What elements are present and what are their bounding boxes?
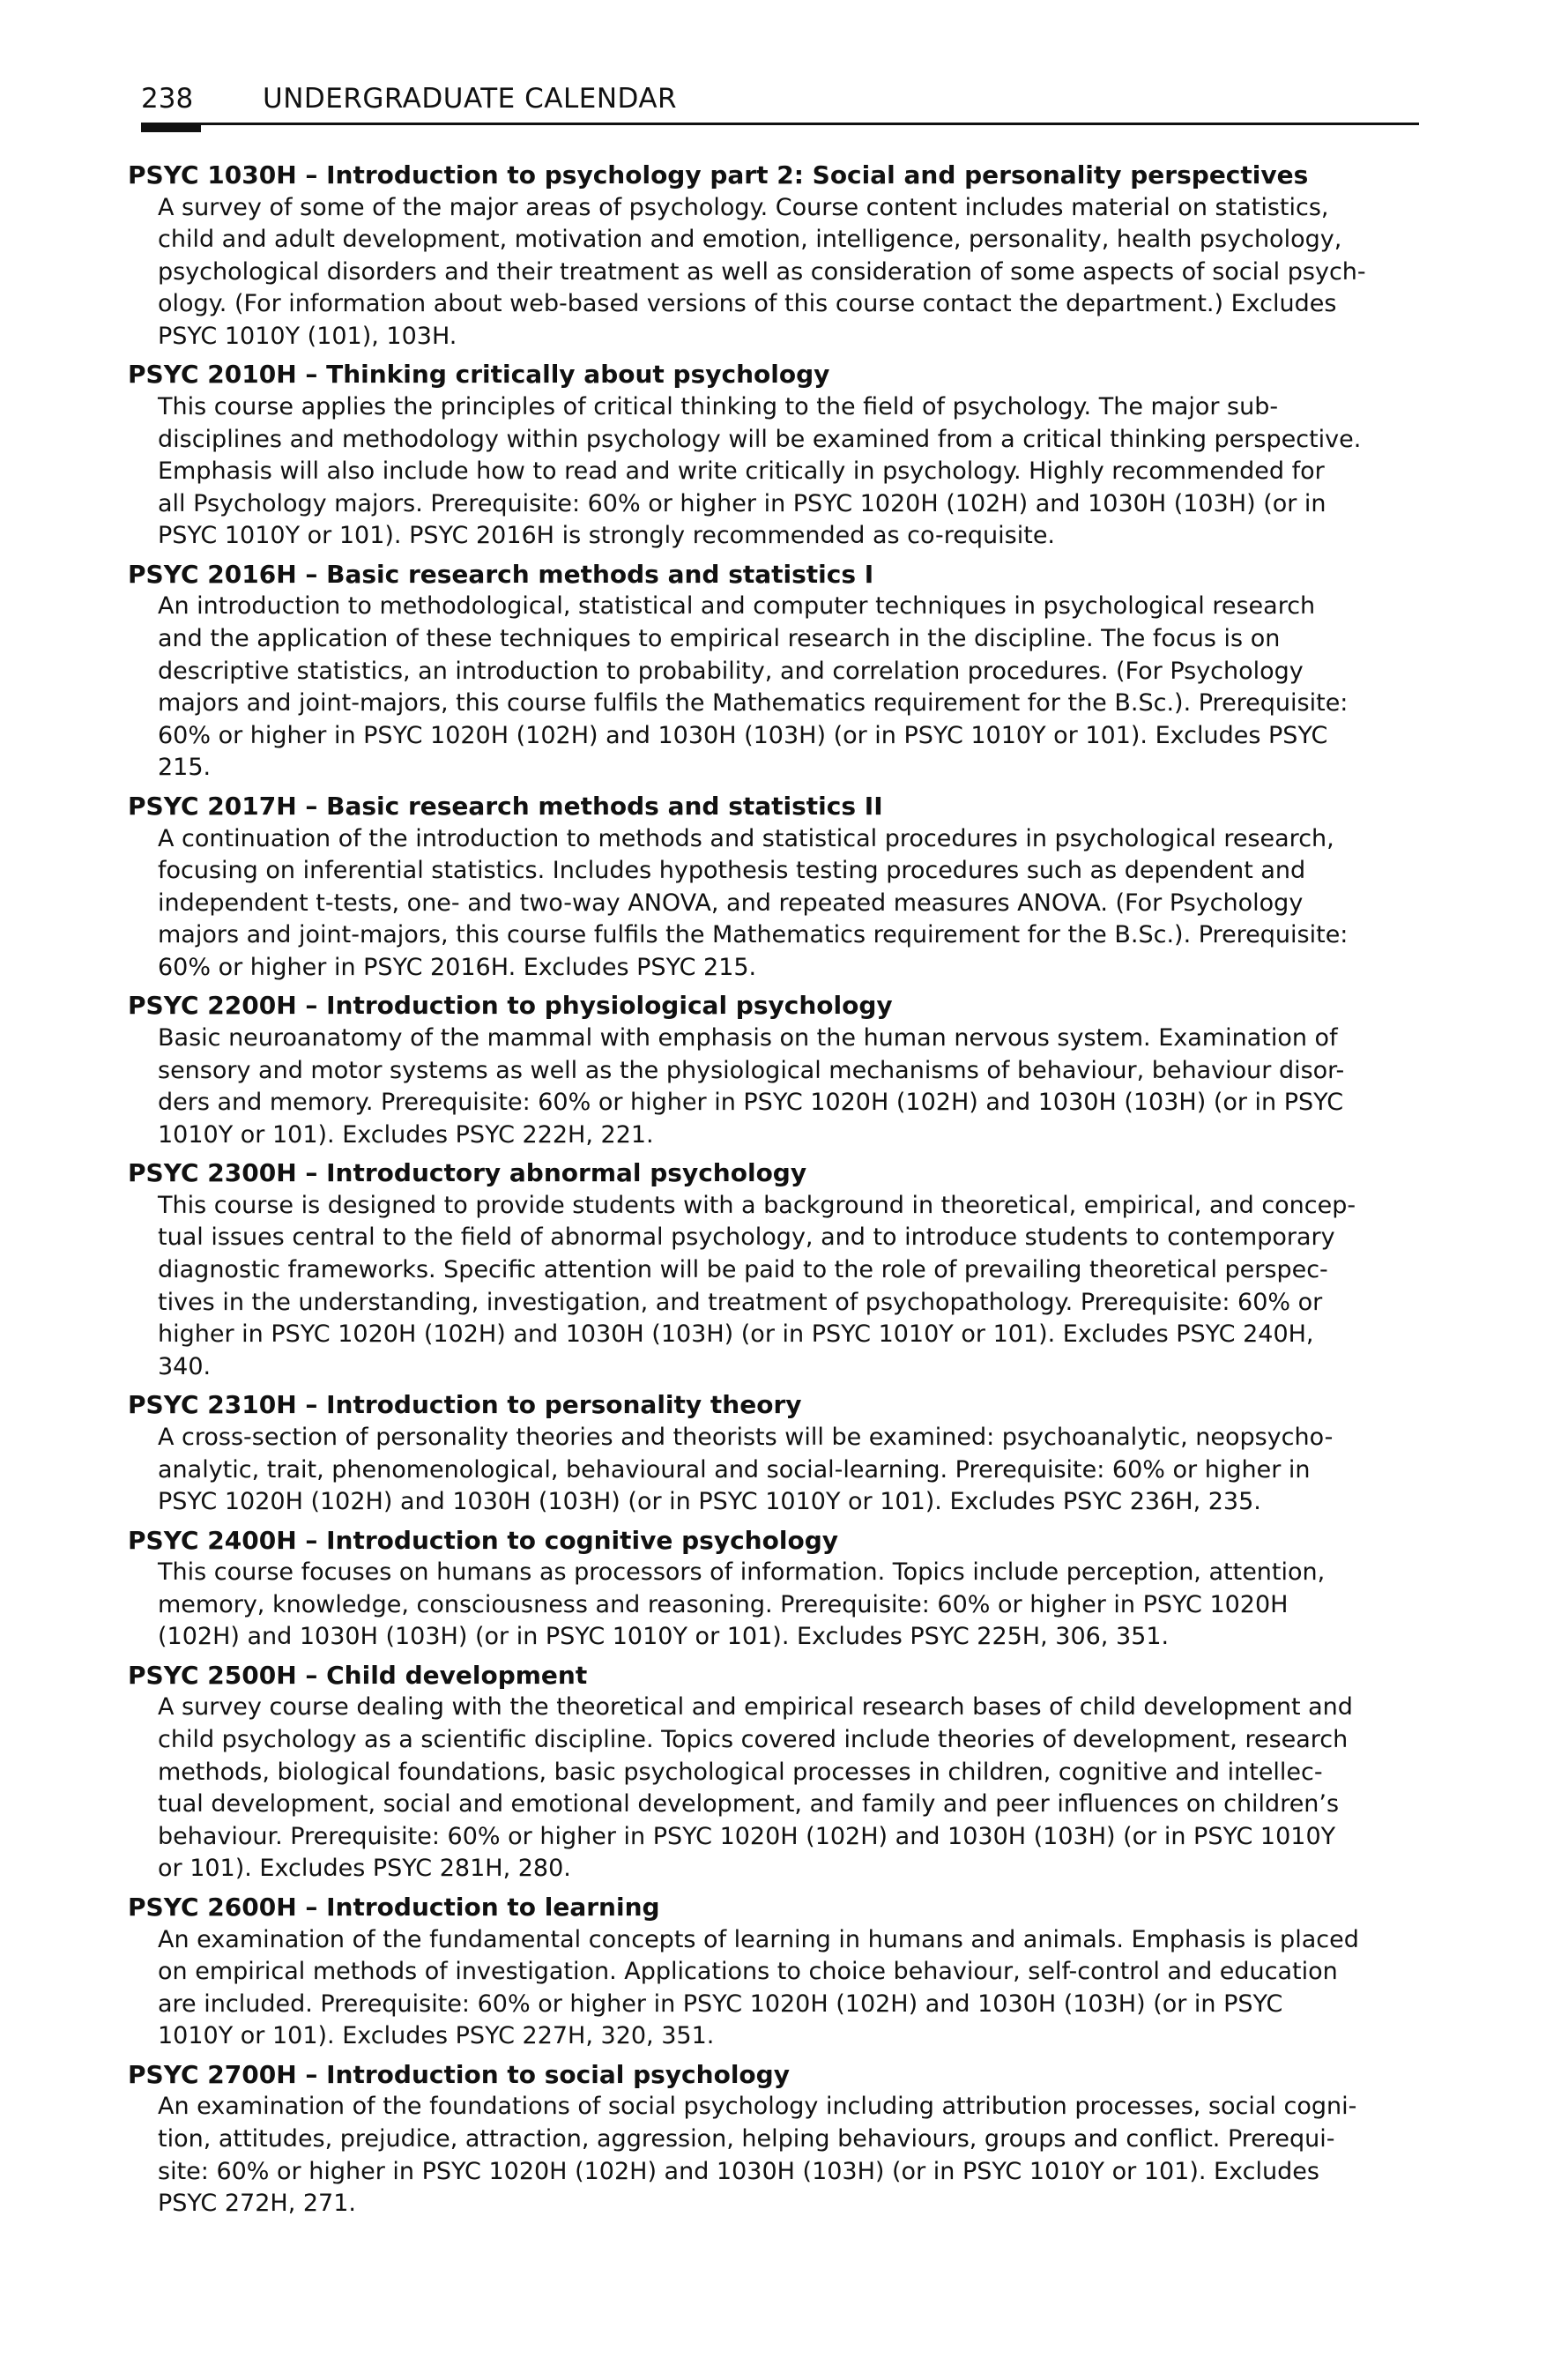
course-entry — [128, 1892, 1428, 2053]
description-line: disciplines and methodology within psychology will be examined from a critical thinking perspective. — [158, 425, 1362, 453]
course-entry — [128, 1157, 1428, 1383]
description-line: ology. (For information about web-based versions of this course contact the department.) Excludes — [158, 290, 1337, 318]
description-line: tion, attitudes, prejudice, attraction, aggression, helping behaviours, groups and conflict. Prerequi- — [158, 2125, 1335, 2153]
course-title: PSYC 2010H – Thinking critically about psychology — [128, 360, 830, 390]
description-line: (102H) and 1030H (103H) (or in PSYC 1010Y or 101). Excludes PSYC 225H, 306, 351. — [158, 1623, 1170, 1651]
course-title: PSYC 2400H – Introduction to cognitive psychology — [128, 1525, 838, 1555]
course-description — [158, 192, 1428, 353]
course-description — [158, 591, 1428, 785]
description-line: This course applies the principles of critical thinking to the field of psychology. The major sub- — [158, 392, 1279, 420]
description-line: site: 60% or higher in PSYC 1020H (102H) and 1030H (103H) (or in PSYC 1010Y or 101). Excludes — [158, 2157, 1319, 2185]
description-line: Basic neuroanatomy of the mammal with emphasis on the human nervous system. Examination of — [158, 1023, 1338, 1052]
description-line: ders and memory. Prerequisite: 60% or higher in PSYC 1020H (102H) and 1030H (103H) (or in PSYC — [158, 1089, 1344, 1117]
page-header — [141, 83, 1419, 136]
course-description — [158, 1422, 1428, 1519]
description-line: 1010Y or 101). Excludes PSYC 222H, 221. — [158, 1120, 654, 1149]
description-line: 60% or higher in PSYC 1020H (102H) and 1030H (103H) (or in PSYC 1010Y or 101). Excludes PSYC — [158, 721, 1328, 749]
header-rule — [141, 123, 1419, 125]
course-description — [158, 2091, 1428, 2220]
description-line: or 101). Excludes PSYC 281H, 280. — [158, 1855, 571, 1883]
course-description — [158, 1557, 1428, 1654]
description-line: tual issues central to the field of abnormal psychology, and to introduce students to contemporary — [158, 1223, 1335, 1252]
course-title: PSYC 2500H – Child development — [128, 1660, 588, 1690]
description-line: majors and joint-majors, this course fulfils the Mathematics requirement for the B.Sc.). Prerequisite: — [158, 921, 1349, 949]
description-line: psychological disorders and their treatment as well as consideration of some aspects of social psych- — [158, 257, 1366, 286]
course-description — [158, 1692, 1428, 1885]
course-description — [158, 1190, 1428, 1384]
course-entry — [128, 160, 1428, 353]
description-line: and the application of these techniques to empirical research in the discipline. The focus is on — [158, 625, 1281, 653]
description-line: An examination of the foundations of social psychology including attribution processes, social cogni- — [158, 2093, 1357, 2121]
course-entry — [128, 990, 1428, 1151]
description-line: PSYC 272H, 271. — [158, 2190, 356, 2218]
course-description — [158, 823, 1428, 985]
description-line: all Psychology majors. Prerequisite: 60% or higher in PSYC 1020H (102H) and 1030H (103H) (or in — [158, 489, 1326, 517]
description-line: A survey course dealing with the theoretical and empirical research bases of child development and — [158, 1693, 1353, 1722]
description-line: PSYC 1010Y or 101). PSYC 2016H is strongly recommended as co-requisite. — [158, 522, 1056, 550]
description-line: higher in PSYC 1020H (102H) and 1030H (103H) (or in PSYC 1010Y or 101). Excludes PSYC 240H, — [158, 1320, 1314, 1349]
description-line: This course focuses on humans as processors of information. Topics include perception, attention, — [158, 1558, 1326, 1587]
description-line: majors and joint-majors, this course fulfils the Mathematics requirement for the B.Sc.). Prerequisite: — [158, 689, 1349, 718]
description-line: This course is designed to provide students with a background in theoretical, empirical, and concep- — [158, 1191, 1356, 1219]
description-line: are included. Prerequisite: 60% or higher in PSYC 1020H (102H) and 1030H (103H) (or in PSYC — [158, 1990, 1283, 2018]
course-title: PSYC 2300H – Introductory abnormal psychology — [128, 1158, 807, 1188]
course-title: PSYC 2200H – Introduction to physiological psychology — [128, 991, 893, 1021]
description-line: PSYC 1010Y (101), 103H. — [158, 322, 457, 350]
description-line: A continuation of the introduction to methods and statistical procedures in psychological research, — [158, 824, 1334, 852]
course-entry — [128, 791, 1428, 984]
course-title: PSYC 2700H – Introduction to social psychology — [128, 2059, 790, 2089]
course-description — [158, 391, 1428, 553]
description-line: focusing on inferential statistics. Includes hypothesis testing procedures such as dependent and — [158, 857, 1306, 885]
course-description — [158, 1924, 1428, 2053]
course-description — [158, 1023, 1428, 1151]
header-tab-marker — [141, 123, 201, 132]
description-line: sensory and motor systems as well as the physiological mechanisms of behaviour, behaviour disor- — [158, 1056, 1345, 1084]
description-line: tives in the understanding, investigation, and treatment of psychopathology. Prerequisite: 60% or — [158, 1288, 1323, 1316]
description-line: An examination of the fundamental concepts of learning in humans and animals. Emphasis is placed — [158, 1925, 1359, 1953]
description-line: methods, biological foundations, basic psychological processes in children, cognitive and intellec- — [158, 1758, 1323, 1786]
course-entry — [128, 2059, 1428, 2220]
course-title: PSYC 2016H – Basic research methods and statistics I — [128, 559, 874, 589]
description-line: child psychology as a scientific discipline. Topics covered include theories of development, research — [158, 1726, 1349, 1754]
course-entry — [128, 1389, 1428, 1518]
course-title: PSYC 2310H – Introduction to personality theory — [128, 1390, 802, 1420]
description-line: PSYC 1020H (102H) and 1030H (103H) (or in PSYC 1010Y or 101). Excludes PSYC 236H, 235. — [158, 1488, 1261, 1516]
running-title: UNDERGRADUATE CALENDAR — [263, 83, 678, 115]
description-line: 60% or higher in PSYC 2016H. Excludes PSYC 215. — [158, 953, 757, 981]
course-entry — [128, 559, 1428, 785]
description-line: 1010Y or 101). Excludes PSYC 227H, 320, 351. — [158, 2022, 715, 2050]
description-line: descriptive statistics, an introduction to probability, and correlation procedures. (For Psychology — [158, 657, 1304, 685]
description-line: behaviour. Prerequisite: 60% or higher in PSYC 1020H (102H) and 1030H (103H) (or in PSYC 1010Y — [158, 1822, 1336, 1850]
description-line: child and adult development, motivation and emotion, intelligence, personality, health psychology, — [158, 226, 1342, 254]
description-line: 340. — [158, 1352, 212, 1380]
description-line: diagnostic frameworks. Specific attention will be paid to the role of prevailing theoretical perspec- — [158, 1256, 1328, 1284]
course-entry — [128, 1525, 1428, 1654]
description-line: tual development, social and emotional development, and family and peer influences on children’s — [158, 1790, 1340, 1818]
page-number: 238 — [141, 83, 194, 115]
description-line: A survey of some of the major areas of psychology. Course content includes material on statistics, — [158, 193, 1329, 221]
description-line: An introduction to methodological, statistical and computer techniques in psychological research — [158, 592, 1316, 621]
course-entry — [128, 1660, 1428, 1885]
description-line: on empirical methods of investigation. Applications to choice behaviour, self-control and education — [158, 1958, 1338, 1986]
description-line: Emphasis will also include how to read and write critically in psychology. Highly recommended for — [158, 457, 1325, 486]
description-line: 215. — [158, 754, 212, 782]
description-line: independent t-tests, one- and two-way ANOVA, and repeated measures ANOVA. (For Psychology — [158, 889, 1304, 917]
description-line: analytic, trait, phenomenological, behavioural and social-learning. Prerequisite: 60% or higher in — [158, 1455, 1311, 1484]
course-listing — [128, 160, 1428, 2227]
course-title: PSYC 1030H – Introduction to psychology part 2: Social and personality perspectives — [128, 160, 1309, 190]
course-entry — [128, 359, 1428, 552]
description-line: memory, knowledge, consciousness and reasoning. Prerequisite: 60% or higher in PSYC 1020H — [158, 1590, 1289, 1618]
course-title: PSYC 2600H – Introduction to learning — [128, 1893, 660, 1923]
description-line: A cross-section of personality theories and theorists will be examined: psychoanalytic, neopsycho- — [158, 1423, 1334, 1451]
course-title: PSYC 2017H – Basic research methods and statistics II — [128, 792, 883, 821]
